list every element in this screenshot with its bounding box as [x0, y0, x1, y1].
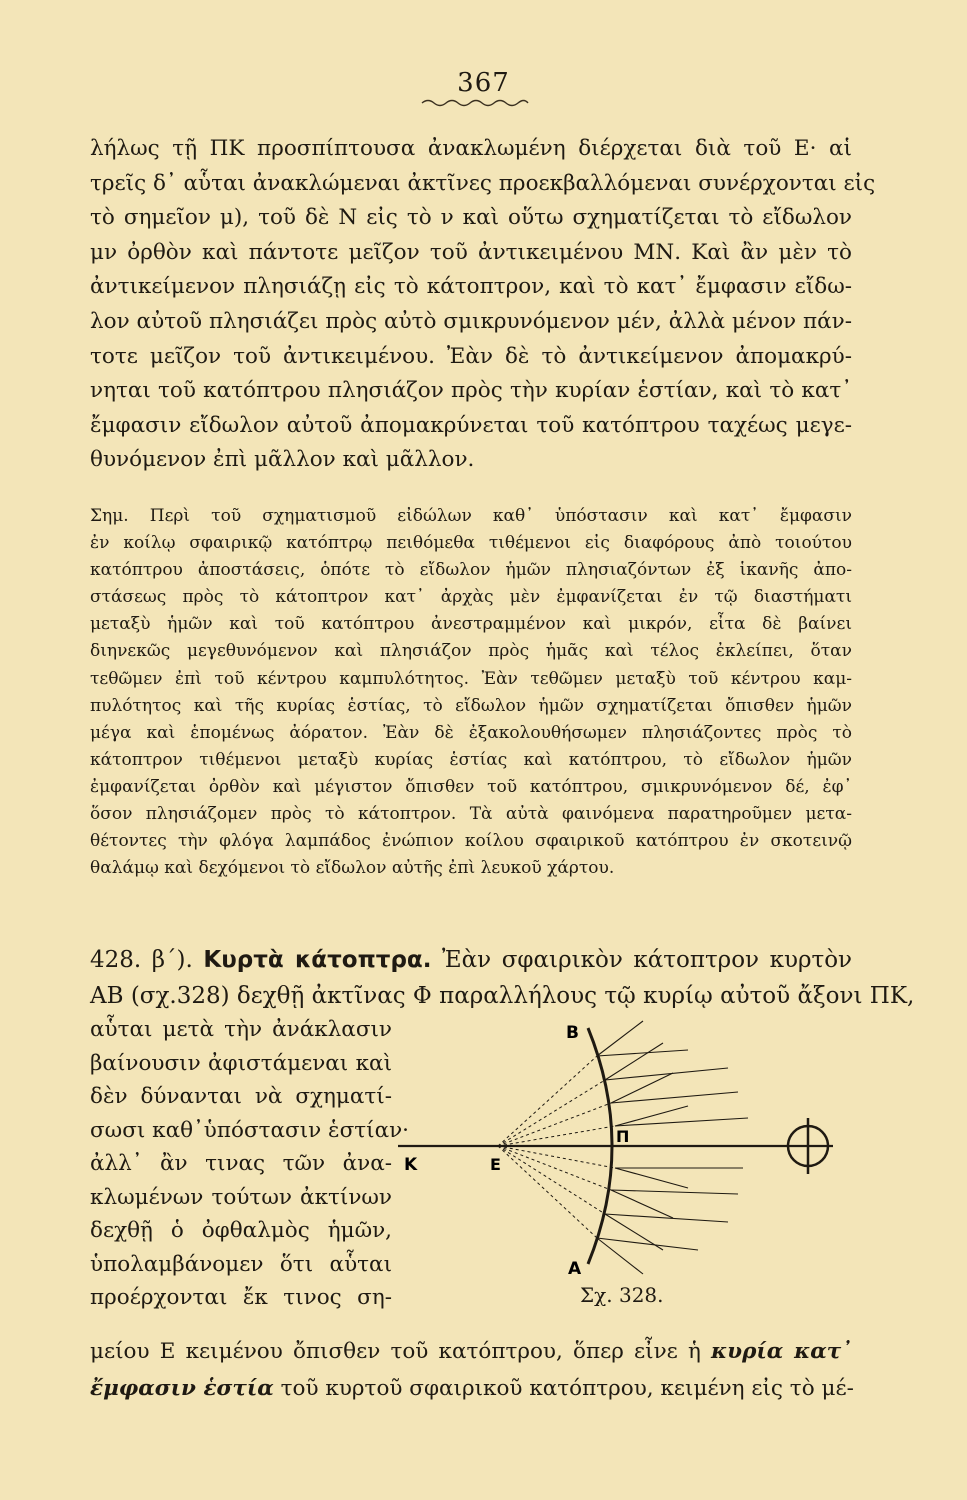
note-line: πυλότητος καὶ τῆς κυρίας ἑστίας, τὸ εἴδωλον ἡμῶν σχηματίζεται ὄπισθεν ἡμῶν — [90, 695, 852, 716]
main-line: ἀντικείμενον πλησιάζῃ εἰς τὸ κάτοπτρον, καὶ τὸ κατ᾽ ἔμφασιν εἴδω- — [90, 274, 852, 300]
main-line: τοτε μεῖζον τοῦ ἀντικειμένου. Ἐὰν δὲ τὸ ἀντικείμενον ἀπομακρύ- — [90, 343, 852, 369]
section-line-1 — [90, 942, 852, 978]
bottom-line-1 — [90, 1333, 852, 1370]
main-line: λήλως τῇ ΠΚ προσπίπτουσα ἀνακλωμένη διέρχεται διὰ τοῦ Ε· αἱ — [90, 136, 852, 161]
note-line: θέτοντες τὴν φλόγα λαμπάδος ἐνώπιον κοίλου σφαιρικοῦ κατόπτρου ἐν σκοτεινῷ — [90, 831, 852, 852]
convex-mirror-figure — [398, 1018, 858, 1318]
main-line: τρεῖς δ᾽ αὗται ἀνακλώμεναι ἀκτῖνες προεκβαλλόμεναι συνέρχονται εἰς — [90, 170, 876, 196]
section-line1-text: Ἐὰν σφαιρικὸν κάτοπτρον κυρτὸν — [442, 947, 853, 973]
main-line: νηται τοῦ κατόπτρου πλησιάζον πρὸς τὴν κυρίαν ἑστίαν, καὶ τὸ κατ᾽ — [90, 378, 852, 404]
bottom-line2-text: τοῦ κυρτοῦ σφαιρικοῦ κατόπτρου, κειμένη εἰς τὸ μέ- — [280, 1376, 854, 1401]
note-line: στάσεως πρὸς τὸ κάτοπτρον κατ᾽ ἀρχὰς μὲν ἐμφανίζεται ἐν τῷ διαστήματι — [90, 587, 852, 608]
main-line: λον αὐτοῦ πλησιάζει πρὸς αὐτὸ σμικρυνόμενον μέν, ἀλλὰ μένον πάν- — [90, 308, 852, 334]
side-line: προέρχονται ἔκ τινος ση- — [90, 1285, 392, 1310]
note-line: ἐμφανίζεται ὀρθὸν καὶ μέγιστον ὄπισθεν τοῦ κατόπτρου, σμικρυνόμενον δέ, ἐφ᾽ — [90, 776, 852, 797]
side-line: βαίνουσιν ἀφιστάμεναι καὶ — [90, 1050, 392, 1076]
incident-rays — [597, 1050, 748, 1250]
side-line: δεχθῇ ὁ ὀφθαλμὸς ἡμῶν, — [90, 1218, 392, 1243]
note-line: μεταξὺ ἡμῶν καὶ τοῦ κατόπτρου ἀνεστραμμένον καὶ μικρόν, εἶτα δὲ βαίνει — [90, 614, 852, 635]
main-line: τὸ σημεῖον μ), τοῦ δὲ Ν εἰς τὸ ν καὶ οὕτω σχηματίζεται τὸ εἴδωλον — [90, 205, 852, 231]
section-heading — [90, 942, 915, 1014]
label-a: A — [568, 1259, 582, 1279]
note-line: διηνεκῶς μεγεθυνόμενον καὶ πλησιάζον πρὸς ἡμᾶς καὶ τέλος ἐκλείπει, ὅταν — [90, 641, 852, 662]
note-line: κατόπτρου ἀποστάσεις, ὁπότε τὸ εἴδωλον ἡμῶν πλησιαζόντων ἐξ ἱκανῆς ἀπο- — [90, 560, 852, 581]
section-line-2: ΑΒ (σχ.328) δεχθῇ ἀκτῖνας Φ παραλλήλους τῷ κυρίῳ αὐτοῦ ἄξονι ΠΚ, — [90, 983, 915, 1009]
note-paragraph — [90, 503, 852, 882]
main-line: ἔμφασιν εἴδωλον αὐτοῦ ἀπομακρύνεται τοῦ κατόπτρου ταχέως μεγε- — [90, 412, 852, 438]
figure-caption: Σχ. 328. — [580, 1283, 664, 1307]
label-b: B — [566, 1023, 579, 1043]
side-line: κλωμένων τούτων ἀκτίνων — [90, 1184, 392, 1210]
note-line: κάτοπτρον τιθέμενοι μεταξὺ κυρίας ἑστίας καὶ κατόπτρου, τὸ εἴδωλον ἡμῶν — [90, 749, 852, 770]
label-e: E — [490, 1155, 501, 1174]
side-line: αὗται μετὰ τὴν ἀνάκλασιν — [90, 1017, 392, 1042]
side-line: σωσι καθ᾽ὑπόστασιν ἑστίαν· — [90, 1117, 410, 1143]
side-line: ἀλλ᾽ ἂν τινας τῶν ἀνα- — [90, 1151, 392, 1176]
page-ornament — [420, 96, 530, 110]
main-line: θυνόμενον ἐπὶ μᾶλλον καὶ μᾶλλον. — [90, 447, 475, 473]
section-number: 428. β΄). — [90, 947, 193, 973]
side-paragraph — [90, 1013, 410, 1315]
note-line: μέγα καὶ ἑπομένως ἀόρατον. Ἐὰν δὲ ἐξακολουθήσωμεν πλησιάζοντες πρὸς τὸ — [90, 722, 852, 743]
side-line: ὑπολαμβάνομεν ὅτι αὗται — [90, 1251, 392, 1277]
label-p: П — [616, 1127, 630, 1146]
label-k: K — [404, 1155, 418, 1175]
side-line: δὲν δύνανται νὰ σχηματί- — [90, 1084, 392, 1109]
main-line: μν ὀρθὸν καὶ πάντοτε μεῖζον τοῦ ἀντικειμένου ΜΝ. Καὶ ἂν μὲν τὸ — [90, 239, 852, 265]
bottom-paragraph — [90, 1333, 852, 1407]
bottom-line1-text: μείου Ε κειμένου ὄπισθεν τοῦ κατόπτρου, ὅπερ εἶνε ἡ — [90, 1339, 701, 1364]
bottom-line2-bold: ἔμφασιν ἑστία — [90, 1376, 274, 1401]
note-line: θαλάμῳ καὶ δεχόμενοι τὸ εἴδωλον αὐτῆς ἐπὶ λευκοῦ χάρτου. — [90, 858, 615, 879]
page-number: 367 — [457, 68, 510, 98]
bottom-line1-bold: κυρία κατ᾽ — [711, 1339, 853, 1364]
main-paragraph — [90, 132, 876, 478]
note-line: Σημ. Περὶ τοῦ σχηματισμοῦ εἰδώλων καθ᾽ ὑπόστασιν καὶ κατ᾽ ἔμφασιν — [90, 506, 852, 526]
bottom-line-2 — [90, 1370, 852, 1407]
section-title: Κυρτὰ κάτοπτρα. — [203, 947, 432, 973]
note-line: τεθῶμεν ἐπὶ τοῦ κέντρου καμπυλότητος. Ἐὰν τεθῶμεν μεταξὺ τοῦ κέντρου καμ- — [90, 668, 852, 689]
note-line: ὅσον πλησιάζομεν πρὸς τὸ κάτοπτρον. Τὰ αὐτὰ φαινόμενα παρατηροῦμεν μετα- — [90, 804, 852, 825]
note-line: ἐν κοίλῳ σφαιρικῷ κατόπτρῳ πειθόμεθα τιθέμενοι εἰς διαφόρους ἀπὸ τοιούτου — [90, 533, 852, 554]
